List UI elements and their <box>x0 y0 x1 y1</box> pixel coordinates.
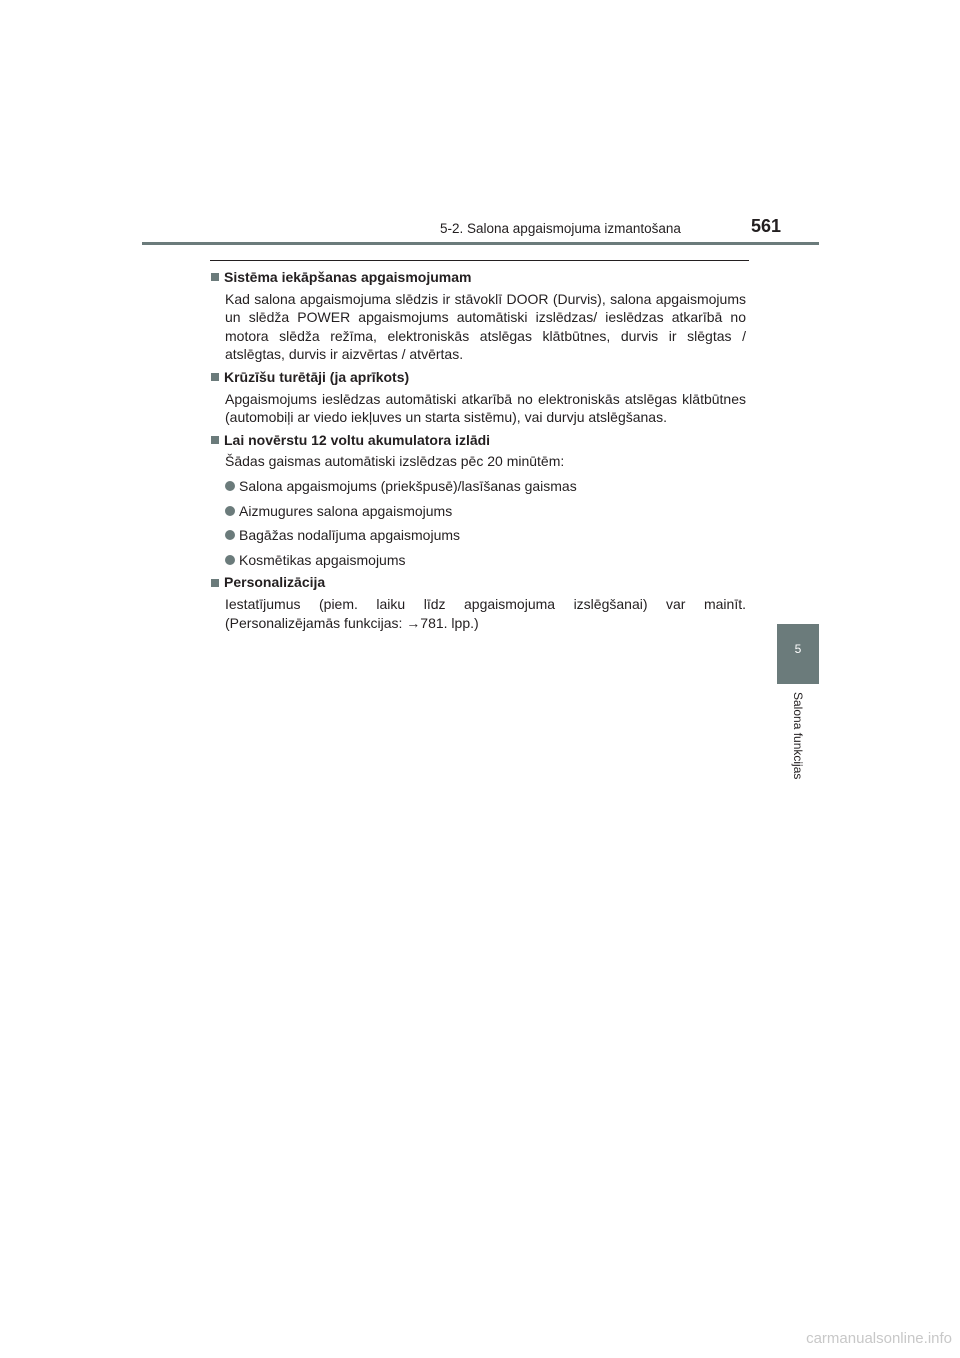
round-bullet-icon <box>225 481 235 491</box>
section-body: Iestatījumus (piem. laiku līdz apgaismojuma izslēgšanai) var mainīt. (Personalizējamās funkcijas: →781. lpp.) <box>225 595 746 631</box>
chapter-tab <box>777 624 819 684</box>
chapter-number: 5 <box>794 642 802 656</box>
watermark-text: carmanualsonline.info <box>806 1330 952 1347</box>
list-item-text: Bagāžas nodalījuma apgaismojums <box>239 527 461 544</box>
page-content <box>210 268 746 636</box>
chapter-label-text: Salona funkcijas <box>791 692 805 780</box>
list-item-text: Salona apgaismojums (priekšpusē)/lasīšanas gaismas <box>239 477 577 494</box>
list-item <box>225 551 746 570</box>
section-cup-holders <box>210 368 746 427</box>
section-battery-discharge <box>210 431 746 570</box>
section-heading <box>210 573 746 592</box>
list-item-text: Aizmugures salona apgaismojums <box>239 502 453 519</box>
section-body: Kad salona apgaismojuma slēdzis ir stāvoklī DOOR (Durvis), salona apgaismojums un slēdža POWER apgaismojums automātiski izslēdzas/ ieslēdzas atkarībā no motora slēdža režīma, elektroniskās atslēgas klātbūtnes, durvis ir slēgtas / atslēgtas, durvis ir aizvērtas / atvērtas. <box>225 290 746 363</box>
section-entry-lighting <box>210 268 746 364</box>
square-bullet-icon <box>211 273 219 281</box>
round-bullet-icon <box>225 506 235 516</box>
header-divider <box>142 242 819 245</box>
section-heading-text: Krūzīšu turētāji (ja aprīkots) <box>224 368 410 385</box>
square-bullet-icon <box>211 373 219 381</box>
round-bullet-icon <box>225 530 235 540</box>
section-heading-text: Sistēma iekāpšanas apgaismojumam <box>224 269 472 285</box>
list-item-text: Kosmētikas apgaismojums <box>239 551 406 568</box>
section-heading <box>210 268 746 287</box>
section-body: Šādas gaismas automātiski izslēdzas pēc 20 minūtēm: <box>225 453 565 470</box>
list-item <box>225 502 746 521</box>
section-heading-text: Lai novērstu 12 voltu akumulatora izlādi <box>224 431 491 448</box>
header-section-title: 5-2. Salona apgaismojuma izmantošana <box>440 221 681 236</box>
square-bullet-icon <box>211 579 219 587</box>
content-top-rule <box>210 260 749 261</box>
list-item <box>225 477 746 496</box>
list-item <box>225 526 746 545</box>
round-bullet-icon <box>225 555 235 565</box>
square-bullet-icon <box>211 436 219 444</box>
page-number: 561 <box>750 216 781 236</box>
section-personalization <box>210 573 746 632</box>
section-heading <box>210 368 746 387</box>
section-heading <box>210 431 746 450</box>
section-body: Apgaismojums ieslēdzas automātiski atkarībā no elektroniskās atslēgas klātbūtnes (automobiļi ar viedo iekļuves un starta sistēmu), vai durvju atslēgšanas. <box>225 390 746 426</box>
section-heading-text: Personalizācija <box>224 574 326 591</box>
chapter-label <box>776 692 820 802</box>
